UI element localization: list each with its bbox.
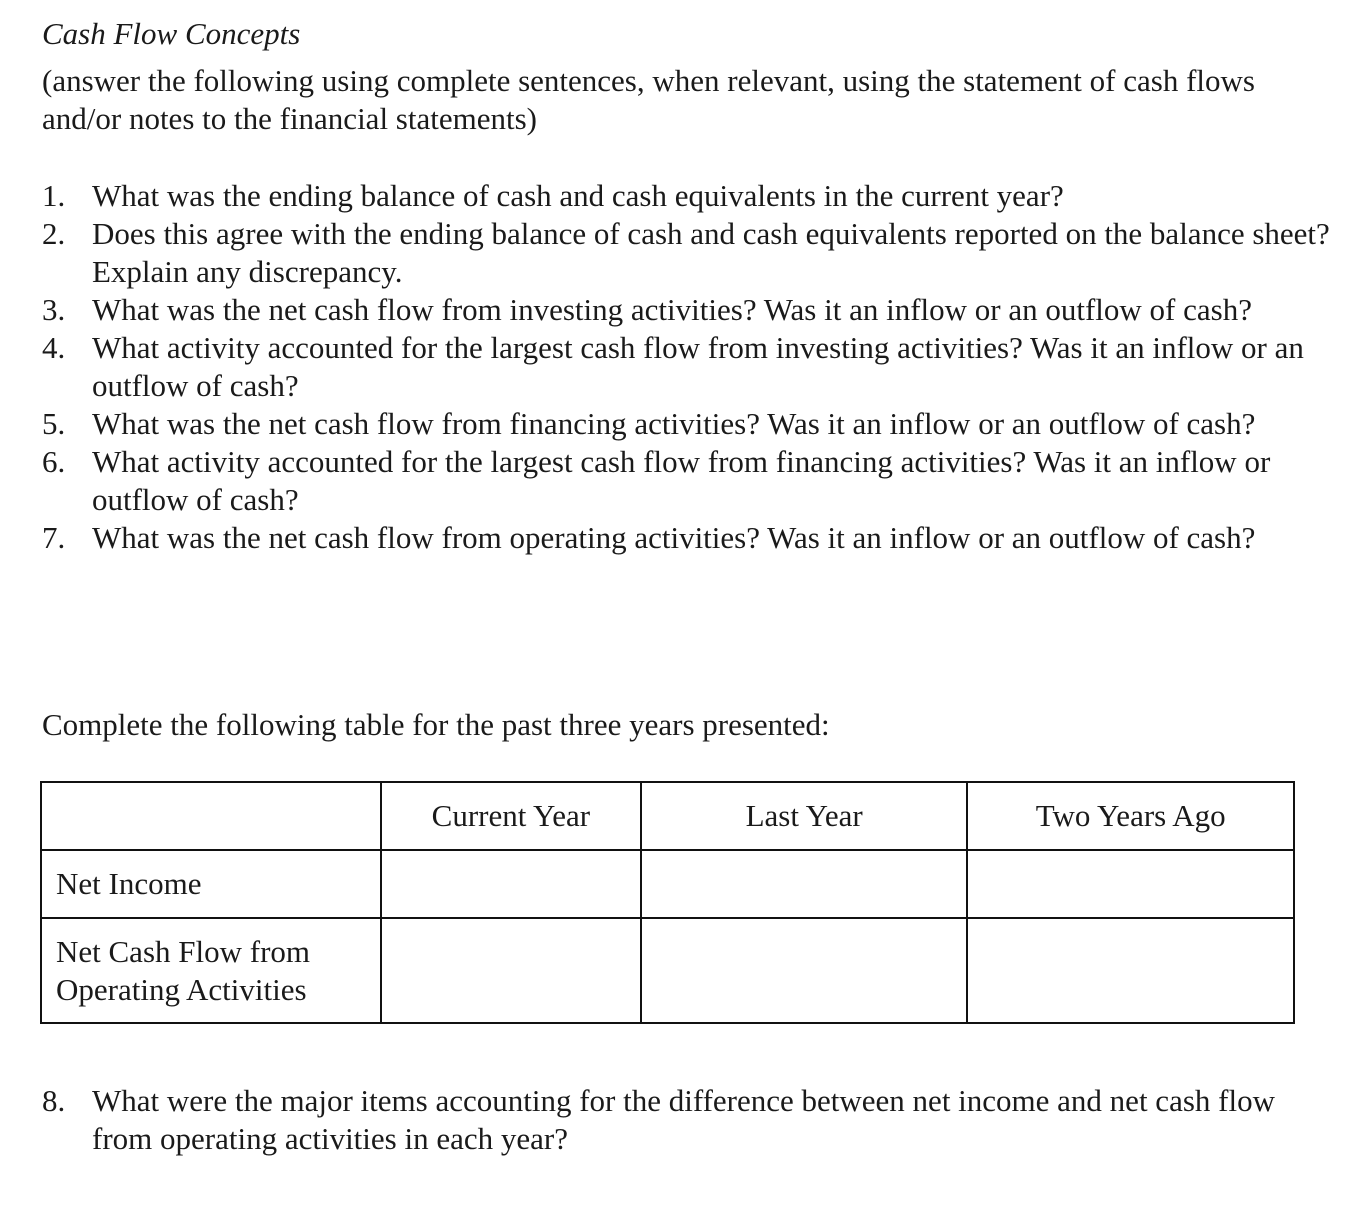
question-number: 1. — [42, 178, 66, 213]
row-label-operating-cash-flow: Net Cash Flow from Operating Activities — [41, 918, 381, 1023]
cell-net-income-current-year[interactable] — [381, 850, 641, 918]
question-text: Does this agree with the ending balance of cash and cash equivalents reported on the balance sheet? Explain any discrepancy. — [92, 216, 1330, 289]
row-label-net-income: Net Income — [41, 850, 381, 918]
question-text: What were the major items accounting for the difference between net income and net cash flow from operating activities in each year? — [92, 1083, 1275, 1156]
question-item — [42, 405, 1332, 443]
table-row-operating-cash-flow — [41, 918, 1294, 1023]
cell-net-income-last-year[interactable] — [641, 850, 967, 918]
cash-flow-table — [40, 781, 1295, 1024]
question-item — [42, 177, 1332, 215]
question-item — [42, 215, 1332, 291]
question-list-continued — [42, 1082, 1332, 1158]
table-header-row — [41, 782, 1294, 850]
question-item — [42, 329, 1332, 405]
table-header-blank — [41, 782, 381, 850]
question-item — [42, 519, 1332, 557]
question-item — [42, 443, 1332, 519]
cell-operating-cash-flow-last-year[interactable] — [641, 918, 967, 1023]
question-number: 4. — [42, 330, 66, 365]
question-number: 3. — [42, 292, 66, 327]
instructions-text: (answer the following using complete sentences, when relevant, using the statement of cash flows and/or notes to the financial statements) — [42, 63, 1255, 136]
question-text: What was the net cash flow from financing activities? Was it an inflow or an outflow of cash? — [92, 406, 1256, 441]
question-item — [42, 291, 1332, 329]
question-text: What activity accounted for the largest cash flow from financing activities? Was it an inflow or outflow of cash? — [92, 444, 1271, 517]
question-number: 2. — [42, 216, 66, 251]
question-list — [42, 177, 1332, 557]
table-row-net-income — [41, 850, 1294, 918]
table-intro-text: Complete the following table for the past three years presented: — [42, 707, 830, 742]
question-text: What was the net cash flow from operating activities? Was it an inflow or an outflow of cash? — [92, 520, 1256, 555]
table-header-two-years-ago: Two Years Ago — [967, 782, 1294, 850]
cell-net-income-two-years-ago[interactable] — [967, 850, 1294, 918]
question-number: 8. — [42, 1083, 66, 1118]
question-text: What was the net cash flow from investing activities? Was it an inflow or an outflow of cash? — [92, 292, 1252, 327]
cell-operating-cash-flow-two-years-ago[interactable] — [967, 918, 1294, 1023]
table-header-last-year: Last Year — [641, 782, 967, 850]
document-title: Cash Flow Concepts — [42, 16, 301, 51]
cell-operating-cash-flow-current-year[interactable] — [381, 918, 641, 1023]
question-number: 7. — [42, 520, 66, 555]
table-header-current-year: Current Year — [381, 782, 641, 850]
question-text: What was the ending balance of cash and cash equivalents in the current year? — [92, 178, 1064, 213]
question-text: What activity accounted for the largest cash flow from investing activities? Was it an inflow or an outflow of cash? — [92, 330, 1304, 403]
question-item — [42, 1082, 1332, 1158]
question-number: 6. — [42, 444, 66, 479]
question-number: 5. — [42, 406, 66, 441]
